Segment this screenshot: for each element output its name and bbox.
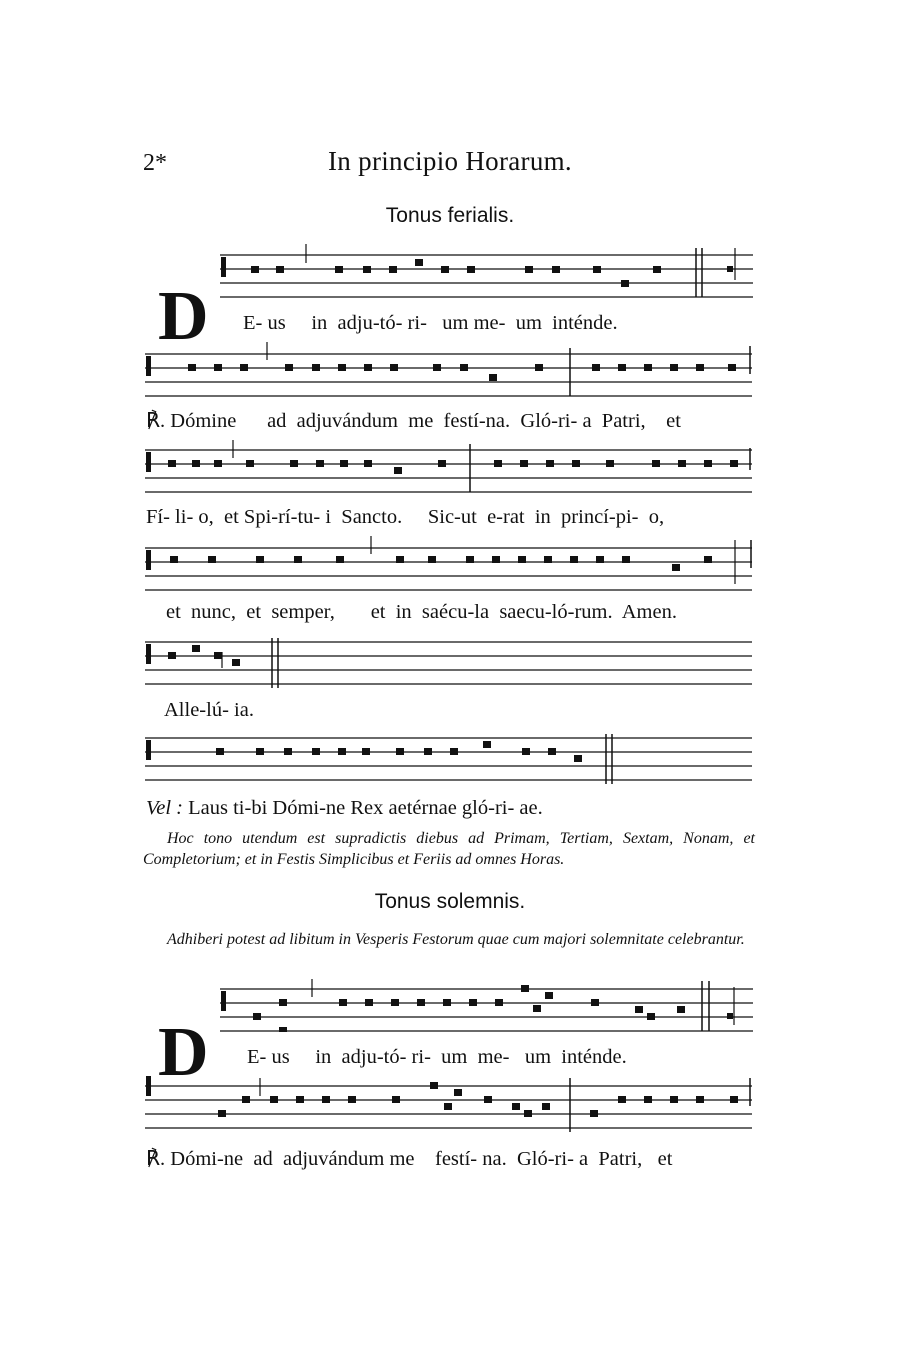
solemnis-note: Adhiberi potest ad libitum in Vesperis Festorum quae cum majori solemnitate celebrantur. — [167, 931, 745, 948]
section-title-ferialis: Tonus ferialis. — [385, 204, 515, 227]
ferialis-note: Hoc tono utendum est supradictis diebus ad Primam, Tertiam, Sextam, Nonam, et Completorium; et in Festis Simplicibus et Feriis ad omnes Horas. — [143, 830, 755, 868]
drop-cap-ferialis: D — [158, 278, 209, 355]
lyric-line: ℟. Dómi-ne ad adjuvándum me festí- na. Gló-ri- a Patri, et — [146, 1148, 673, 1170]
staff-ferialis-5 — [140, 632, 760, 692]
staff-ferialis-4 — [140, 534, 760, 594]
vel-text: Laus ti-bi Dómi-ne Rex aetérnae gló-ri- ae. — [183, 797, 543, 819]
drop-cap-solemnis: D — [158, 1014, 209, 1091]
lyric-line: ℟. Dómine ad adjuvándum me festí-na. Gló-ri- a Patri, et — [146, 410, 681, 432]
vel-label: Vel : — [146, 797, 183, 819]
staff-solemnis-2 — [140, 1072, 760, 1138]
lyric-line: Fí- li- o, et Spi-rí-tu- i Sancto. Sic-ut e-rat in princí-pi- o, — [146, 506, 665, 528]
section-title-solemnis: Tonus solemnis. — [374, 890, 526, 913]
staff-ferialis-6 — [140, 730, 760, 790]
staff-ferialis-2 — [140, 340, 760, 400]
page-number: 2* — [143, 150, 167, 176]
staff-ferialis-3 — [140, 436, 760, 496]
staff-solemnis-1 — [215, 975, 755, 1045]
vel-line — [146, 797, 543, 820]
lyric-line: Alle-lú- ia. — [164, 699, 254, 721]
lyric-line: E- us in adju-tó- ri- um me- um inténde. — [247, 1046, 627, 1068]
lyric-line: E- us in adju-tó- ri- um me- um inténde. — [243, 312, 618, 334]
page-title: In principio Horarum. — [328, 146, 572, 176]
staff-ferialis-1 — [215, 240, 755, 310]
lyric-line: et nunc, et semper, et in saécu-la saecu-ló-rum. Amen. — [166, 601, 677, 623]
